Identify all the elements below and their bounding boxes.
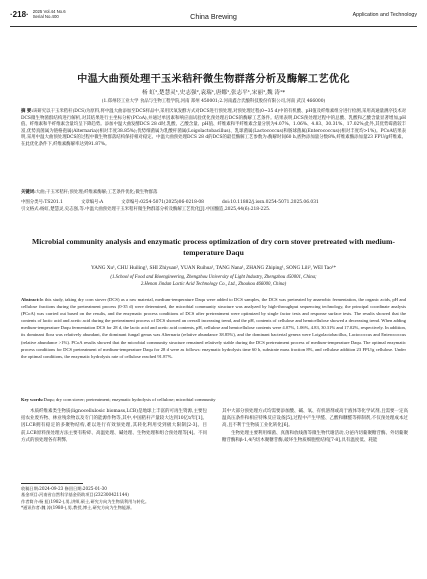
keywords-english-text: Daqu; dry corn stover; pretreatment; enzymatic hydrolysis of cellulose; microbial community [43,397,216,402]
title-english: Microbial community analysis and enzymatic process optimization of dry corn stover pretreated with medium-temperature Daqu [32,237,395,257]
abstract-chinese [21,109,406,149]
footnote-rule [21,483,83,484]
footnote-funding: 基金项目:河南省自然科学基金资助项目(232300421144) [21,492,129,498]
body-column-left [21,408,207,444]
footnote-author-bio: 作者简介:杨 虹(1982-),男,讲师,硕士,研究方向为生物质利用与转化。 [21,498,150,504]
footnotes [21,486,211,511]
keywords-chinese-text: 大曲;干玉米秸秆;预处理;纤维素酶解;工艺条件优化;微生物群落 [35,190,158,195]
journal-name: China Brewing [190,12,237,21]
document-code: 文章编号:A [80,200,104,205]
footnote-dates: 收稿日期:2024-09-23 修回日期:2025-01-30 [21,486,107,491]
article-number: 文章编号:0254-5071(2025)06-0218-08 [121,200,204,205]
abstract-english-text: In this study, taking dry corn stover (DCS) as a raw material, medium-temperature Daqu were added to DCS samples, the DCS was pretreated by anaerobic fermentation, the organic acids, pH and cellulose fractions during the pretreatment process (0-35 d) were determined, the microbial community structure was analyzed by high-throughput sequencing technology, the principal coordinate analysis (PCoA) was carried out based on the results, and the enzymatic process conditions of DCS after pretreatment were optimized by single factor tests and response surface tests. The results showed that the contents of lactic acid and acetic acid during the pretreatment process of DCS showed an overall increasing trend, and the pH, contents of cellulose and hemicellulose showed a decreasing trend. When adding medium-temperature Daqu fermentation DCS for 28 d, the lactic acid and acetic acid contents, pH, cellulose and hemicellulose contents were 4.07%, 1.06%, 4.83, 30.31% and 17.02%, respectively. In addition, its dominant flora was relatively abundant, the dominant fungal genus was Alternaria (relative abundance 38.85%), and the dominant bacterial genera were Loigolactobacillus, Lactococcus and Enterococcus (relative abundance >1%). PCoA results showed that the microbial community structure remained relatively stable during the DCS pretreatment process of medium-temperature Daqu. The optimal enzymatic process conditions for DCS pretreatment of medium-temperature Daqu for 28 d were as follows: enzymatic hydrolysis time 60 h, substrate mass fraction 8%, and cellulase addition 23 FPU/g cellulose. Under the optimal conditions, the enzymatic hydrolysis rate of cellulose reached 91.87%. [21,297,406,359]
authors-chinese: 杨 虹¹,楚慧灵¹,史志强²,袁瑞¹,唐娜¹,张志平¹,宋丽¹,魏 涛¹* [141,90,286,96]
authors-english: YANG Xu¹, CHU Huiling¹, SHI Zhiyuan², YUAN Ruihua¹, TANG Nana¹, ZHANG Zhiping¹, SONG Lili², WEI Tao¹* [91,265,336,271]
doi: doi:10.11882/j.issn.0254-5071.2025.06.031 [221,200,319,205]
citation-format: 引文格式:杨虹,楚慧灵,史志强,等.中温大曲预处理干玉米秸秆微生物群落分析及酶解工艺优化[J].中国酿造,2025,44(6):218-225. [21,206,271,212]
body-column-right [222,408,408,444]
running-header [10,9,417,25]
keywords-chinese [21,190,406,197]
page-number: ·218· [10,10,29,19]
footnote-corresponding-author: *通讯作者:魏 涛(1980-),男,教授,博士,研究方向为生物能源。 [21,504,135,510]
keywords-english-label: Key words: [21,397,44,402]
abstract-chinese-label: 摘 要: [21,109,33,114]
keywords-chinese-label: 关键词: [21,190,36,195]
volume: 2025 Vol.44 No.6 [32,9,66,14]
serial-number: Serial No.400 [32,14,59,19]
affiliation-english-line: 2.Henan Jindan Lactic Acid Technology Co., Ltd., Zhoukou 466000, China) [140,281,287,287]
article-metadata [21,200,406,213]
abstract-english-label: Abstract: [21,297,40,302]
body-paragraph: 木质纤维素类生物质(lignocellulosic biomass,LCB)是地球上丰富的可再生资源,主要包括农业废弃物、林业残余物以及专门的能源作物等,其中,中国秸秆产量较大达到10亿t/年[1]。因LCB拥有稳定的多聚物结构,难以进行有效预处理,其转化利用受到极大限制[2-3]。目前,LCB原料预处理方法主要有粉碎、高温处理、碱处理、生物处理和组合预处理等[4]。不同方式的预处理各有利弊, [21,409,207,443]
body-paragraph: 其中大部分预处理方式均需要添加酸、碱、氧、有机溶剂或高于液体等化学试剂,且需要一定高温高压条件和相应特殊反应设备[5],过程中产生甲醛、乙酸和糠醛等抑制剂,不仅预处理成本过高,且不利于生物质工业化转化[6]。 [222,409,408,429]
keywords-english [21,396,406,403]
clc-number: 中图分类号:TS201.1 [21,200,63,205]
affiliation-chinese: (1.郑州轻工业大学 食品与生物工程学院,河南 郑州 450001;2.河南鑫合氏酿科技股份有限公司,河南 武汉 466000) [101,99,326,104]
title-chinese: 中温大曲预处理干玉米秸秆微生物群落分析及酶解工艺优化 [77,74,350,85]
section-name: Application and Technology [352,12,417,18]
metadata-row [21,200,406,207]
header-rule [10,26,417,27]
body-paragraph: 生物处理主要利用细菌、真菌和放线菌等微生物代谢活动,分泌内切葡聚糖苷酶、外切葡聚糖苷酶和β-1,4内切木聚糖苷酶,破坏生物质细胞壁结构[7-8],具有温度低、耗能 [222,430,408,443]
abstract-chinese-text: 该研究以干玉米秸秆(DCS)为原料,将中温大曲添加至DCS样品中,采用厌氧发酵方式对DCS进行预处理,对预处理过程(0~35 d)中的有机酸、pH值及纤维素组分进行检测,采用高通量测序技术对DCS微生物菌群结构进行解析,对其结果进行主坐标分析(PCoA),并通过单因素和响应面试验优化预处理后DCS的酶解工艺条件。结果表明,DCS预处理过程中的总酸、乳酸和乙酸含量显著增加,pH值、纤维素和半纤维素含量均呈下降趋势。添加中温大曲发酵DCS 28 d时,乳酸、乙酸含量、pH值、纤维素和半纤维素含量分别为4.07%、1.06%、4.83、30.31%、17.02%;此外,其优势霉菌较丰富,优势真菌属为链格孢属(Alternaria)(相对丰度38.85%);优势细菌属为乳酸杆菌属(Loigolactobacillus)、乳球菌属(Lactococcus)和肠球菌属(Enterococcus)(相对丰度均>1%)。PCoA结果表明,采用中温大曲预处理DCS的过程中微生物群落结构保持相对稳定。中温大曲预处理DCS 28 d的DCS的最佳酶解工艺参数为:酶解时间60 h,底物添加量分数8%,纤维素酶添加量23 FPU/g纤维素。在此优化条件下,纤维素酶解率达到91.87%。 [21,109,406,147]
affiliation-english [0,275,427,289]
abstract-english [21,296,406,360]
affiliation-english-line: (1.School of Food and Bioengineering, Zhengzhou University of Light Industry, Zhengzhou 450001, China; [110,275,317,280]
